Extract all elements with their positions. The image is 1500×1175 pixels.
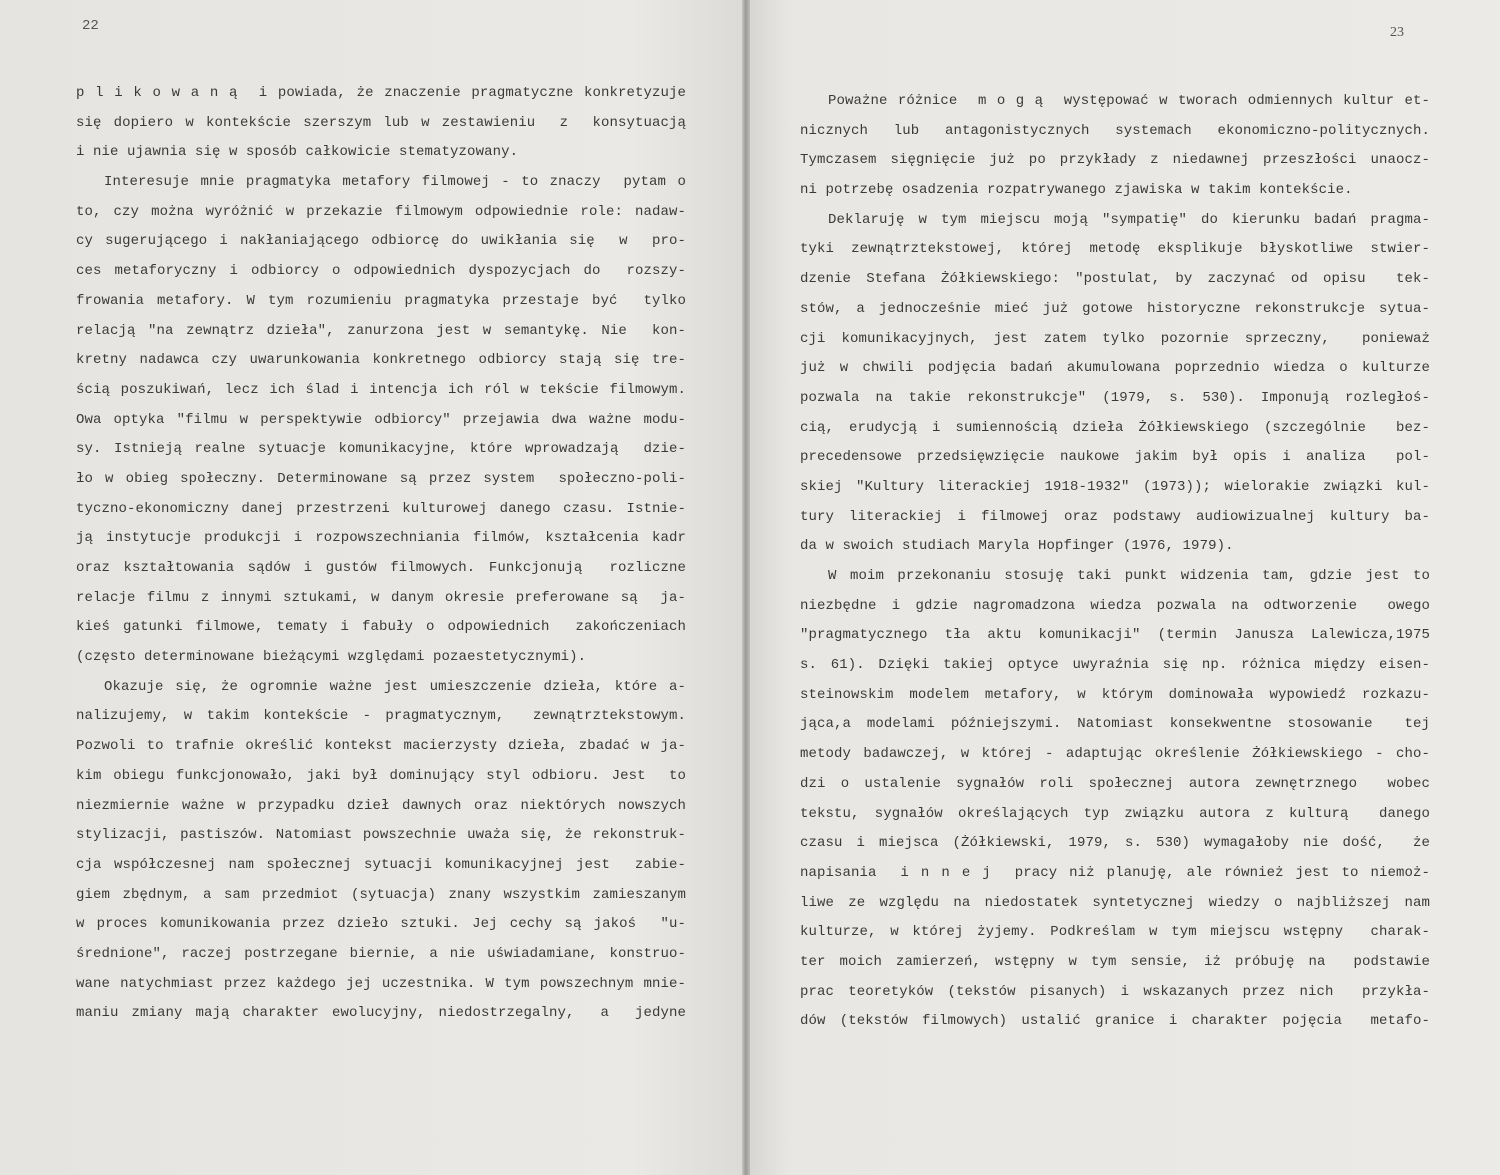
page-number-left: 22 (82, 18, 99, 34)
right-text-line: dów (tekstów filmowych) ustalić granice i charakter pojęcia metafo- (800, 1013, 1430, 1030)
left-text-line: kim obiegu funkcjonowało, jaki był dominujący styl odbioru. Jest to (76, 767, 686, 784)
left-text-line: tyczno-ekonomiczny danej przestrzeni kulturowej danego czasu. Istnie- (76, 500, 686, 517)
right-text-line: cią, erudycją i sumiennością dzieła Żółkiewskiego (szczególnie bez- (800, 419, 1430, 436)
left-text-line: się dopiero w kontekście szerszym lub w zestawieniu z konsytuacją (76, 114, 686, 131)
right-page-text (800, 87, 1430, 1037)
right-text-line: s. 61). Dzięki takiej optyce uwyraźnia się np. różnica między eisen- (800, 657, 1430, 674)
right-text-line: tekstu, sygnałów określających typ związku autora z kulturą danego (800, 805, 1430, 822)
right-text-line: prac teoretyków (tekstów pisanych) i wskazanych przez nich przykła- (800, 983, 1430, 1000)
right-text-line: ter moich zamierzeń, wstępny w tym sensie, iż próbuję na podstawie (800, 953, 1430, 970)
right-text-line: kulturze, w której żyjemy. Podkreślam w tym miejscu wstępny charak- (800, 924, 1430, 941)
page-number-right: 23 (1390, 25, 1404, 40)
right-text-line: Tymczasem sięgnięcie już po przykłady z niedawnej przeszłości unaocz- (800, 152, 1430, 169)
right-text-line: pozwala na takie rekonstrukcje" (1979, s. 530). Imponują rozległoś- (800, 389, 1430, 406)
right-text-line: skiej "Kultury literackiej 1918-1932" (1973)); wielorakie związki kul- (800, 478, 1430, 495)
left-text-line: maniu zmiany mają charakter ewolucyjny, niedostrzegalny, a jedyne (76, 1005, 686, 1022)
right-page (745, 0, 1500, 1175)
right-text-line: Poważne różnice m o g ą występować w tworach odmiennych kultur et- (828, 93, 1430, 109)
left-text-line: kieś gatunki filmowe, tematy i fabuły o odpowiednich zakończeniach (76, 619, 686, 636)
left-text-line: Interesuje mnie pragmatyka metafory filmowej - to znaczy pytam o (104, 174, 686, 191)
left-text-line: ces metaforyczny i odbiorcy o odpowiednich dyspozycjach do rozszy- (76, 263, 686, 280)
left-text-line: (często determinowane bieżącymi względami pozaestetycznymi). (76, 649, 587, 666)
right-text-line: tyki zewnątrztekstowej, której metodę eksplikuje błyskotliwe stwier- (800, 241, 1430, 258)
right-text-line: już w chwili podjęcia badań akumulowana poprzednio wiedza o kulturze (800, 360, 1430, 377)
right-text-line: steinowskim modelem metafory, w którym dominowała wypowiedź rozkazu- (800, 686, 1430, 703)
left-text-line: ło w obieg społeczny. Determinowane są przez system społeczno-poli- (76, 470, 686, 487)
right-text-line: napisania i n n e j pracy niż planuję, ale również jest to niemoż- (800, 864, 1430, 881)
left-text-line: kretny nadawca czy uwarunkowania konkretnego odbiorcy stają się tre- (76, 352, 686, 369)
right-text-line: "pragmatycznego tła aktu komunikacji" (termin Janusza Lalewicza,1975 (800, 627, 1430, 644)
left-page (0, 0, 745, 1175)
left-page-text (76, 79, 686, 1029)
right-text-line: niezbędne i gdzie nagromadzona wiedza pozwala na odtworzenie owego (800, 597, 1430, 614)
left-text-line: nalizujemy, w takim kontekście - pragmatycznym, zewnątrztekstowym. (76, 708, 686, 725)
left-text-line: sy. Istnieją realne sytuacje komunikacyjne, które wprowadzają dzie- (76, 441, 686, 458)
left-text-line: relacją "na zewnątrz dzieła", zanurzona jest w semantykę. Nie kon- (76, 322, 686, 339)
left-text-line: p l i k o w a n ą i powiada, że znaczenie pragmatyczne konkretyzuje (76, 85, 686, 101)
right-text-line: tury literackiej i filmowej oraz podstawy audiowizualnej kultury ba- (800, 508, 1430, 525)
right-text-line: czasu i miejsca (Żółkiewski, 1979, s. 530) wymagałoby nie dość, że (800, 835, 1430, 852)
left-text-line: niezmiernie ważne w przypadku dzieł dawnych oraz niektórych nowszych (76, 797, 686, 814)
right-text-line: metody badawczej, w której - adaptując określenie Żółkiewskiego - cho- (800, 746, 1430, 763)
left-text-line: ją instytucje produkcji i rozpowszechniania filmów, kształcenia kadr (76, 530, 686, 547)
left-text-line: cja współczesnej nam społecznej sytuacji komunikacyjnej jest zabie- (76, 856, 686, 873)
right-text-line: liwe ze względu na niedostatek syntetycznej wiedzy o najbliższej nam (800, 894, 1430, 911)
left-text-line: cy sugerującego i nakłaniającego odbiorcę do uwikłania się w pro- (76, 233, 686, 250)
right-text-line: dzenie Stefana Żółkiewskiego: "postulat, by zaczynać od opisu tek- (800, 271, 1430, 288)
right-text-line: stów, a jednocześnie mieć już gotowe historyczne rekonstrukcje sytua- (800, 300, 1430, 317)
left-text-line: wane natychmiast przez każdego jej uczestnika. W tym powszechnym mnie- (76, 975, 686, 992)
left-text-line: Pozwoli to trafnie określić kontekst macierzysty dzieła, zbadać w ja- (76, 738, 686, 755)
right-text-line: da w swoich studiach Maryla Hopfinger (1976, 1979). (800, 538, 1234, 555)
left-text-line: giem zbędnym, a sam przedmiot (sytuacja) znany wszystkim zamieszanym (76, 886, 686, 903)
right-text-line: precedensowe przedsięwzięcie naukowe jakim był opis i analiza pol- (800, 449, 1430, 466)
right-text-line: ni potrzebę osadzenia rozpatrywanego zjawiska w takim kontekście. (800, 182, 1353, 199)
right-text-line: dzi o ustalenie sygnałów roli społecznej autora zewnętrznego wobec (800, 775, 1430, 792)
left-text-line: stylizacji, pastiszów. Natomiast powszechnie uważa się, że rekonstruk- (76, 827, 686, 844)
left-text-line: frowania metafory. W tym rozumieniu pragmatyka przestaje być tylko (76, 292, 686, 309)
book-gutter (742, 0, 750, 1175)
left-text-line: Okazuje się, że ogromnie ważne jest umieszczenie dzieła, które a- (104, 678, 686, 695)
left-text-line: średnione", raczej postrzegane biernie, a nie uświadamiane, konstruo- (76, 945, 686, 962)
right-text-line: Deklaruję w tym miejscu moją "sympatię" do kierunku badań pragma- (828, 211, 1430, 228)
left-text-line: i nie ujawnia się w sposób całkowicie stematyzowany. (76, 144, 519, 161)
right-text-line: cji komunikacyjnych, jest zatem tylko pozornie sprzeczny, ponieważ (800, 330, 1430, 347)
right-text-line: nicznych lub antagonistycznych systemach ekonomiczno-politycznych. (800, 122, 1430, 139)
right-text-line: W moim przekonaniu stosuję taki punkt widzenia tam, gdzie jest to (828, 568, 1430, 584)
right-text-line: jąca,a modelami późniejszymi. Natomiast konsekwentne stosowanie tej (800, 716, 1430, 733)
left-text-line: to, czy można wyróżnić w przekazie filmowym odpowiednie role: nadaw- (76, 203, 686, 220)
left-text-line: ścią poszukiwań, lecz ich ślad i intencja ich ról w tekście filmowym. (76, 381, 686, 398)
left-text-line: oraz kształtowania sądów i gustów filmowych. Funkcjonują rozliczne (76, 560, 686, 576)
left-text-line: w proces komunikowania przez dzieło sztuki. Jej cechy są jakoś "u- (76, 916, 686, 933)
left-text-line: Owa optyka "filmu w perspektywie odbiorcy" przejawia dwa ważne modu- (76, 411, 686, 428)
left-text-line: relacje filmu z innymi sztukami, w danym okresie preferowane są ja- (76, 589, 686, 606)
